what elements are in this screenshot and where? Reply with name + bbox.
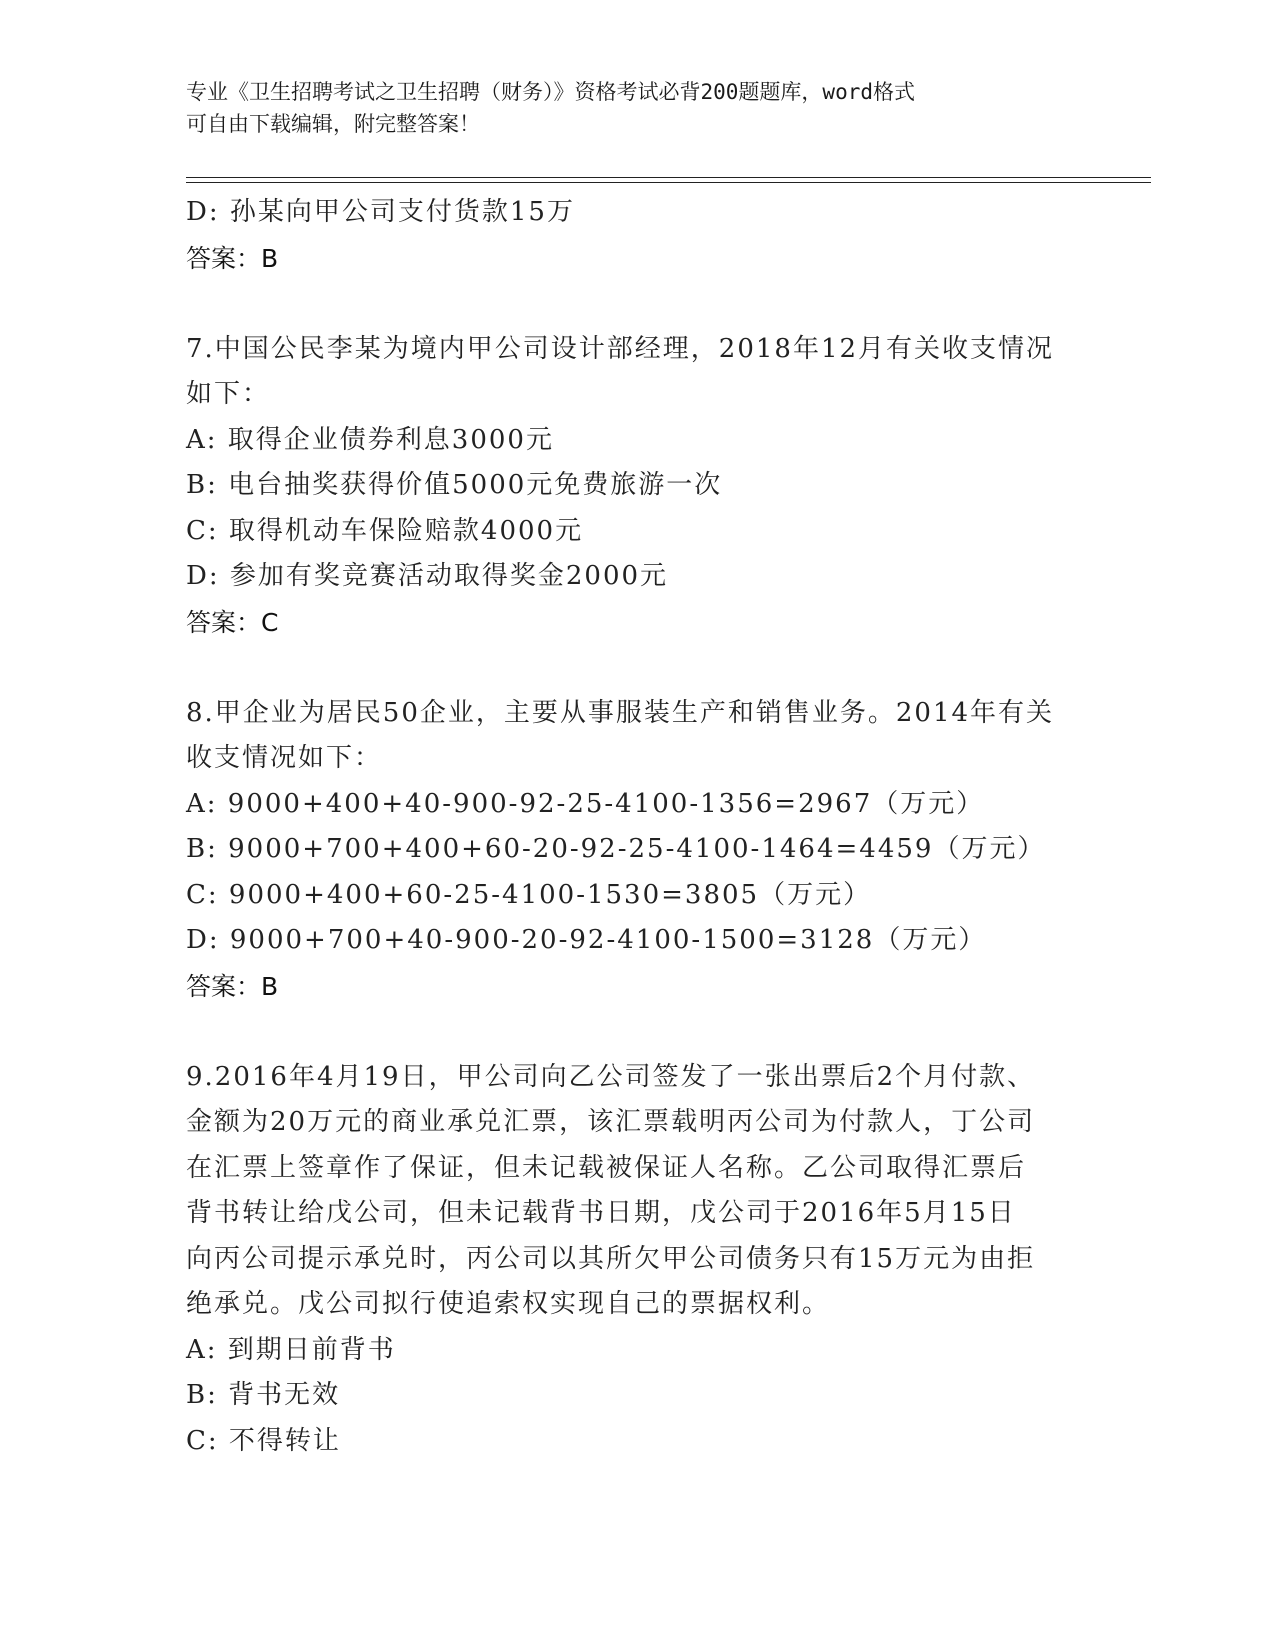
option-c: C: 取得机动车保险赔款4000元: [186, 515, 584, 546]
header-divider-bottom: [186, 182, 1151, 183]
option-b: B: 背书无效: [186, 1380, 341, 1410]
question-block: [186, 1055, 1086, 1465]
question-block: [186, 691, 1086, 1010]
question-stem: 在汇票上签章作了保证，但未记载被保证人名称。乙公司取得汇票后: [186, 1152, 1027, 1183]
answer-line: 答案：B: [186, 243, 279, 273]
spacer: [186, 1009, 1086, 1055]
header-line-1: 专业《卫生招聘考试之卫生招聘（财务）》资格考试必背200题题库，word格式: [186, 80, 915, 104]
question-stem: 向丙公司提示承兑时，丙公司以其所欠甲公司债务只有15万元为由拒: [186, 1243, 1036, 1274]
option-b: B: 9000+700+400+60-20-92-25-4100-1464=4459（万元）: [186, 834, 1046, 864]
option-c: C: 不得转让: [186, 1425, 341, 1456]
spacer: [186, 281, 1086, 327]
question-stem: 如下：: [186, 379, 271, 409]
document-body: [186, 190, 1086, 1464]
option-b: B: 电台抽奖获得价值5000元免费旅游一次: [186, 470, 723, 500]
page-header: [186, 76, 1086, 140]
question-block: [186, 327, 1086, 646]
question-stem: 8.甲企业为居民50企业，主要从事服装生产和销售业务。2014年有关: [186, 697, 1055, 728]
header-divider-top: [186, 177, 1151, 178]
answer-line: 答案：B: [186, 971, 279, 1001]
question-stem: 7.中国公民李某为境内甲公司设计部经理，2018年12月有关收支情况: [186, 333, 1055, 364]
option-a: A: 取得企业债券利息3000元: [186, 424, 554, 455]
option-d: D: 孙某向甲公司支付货款15万: [186, 197, 575, 227]
question-stem: 收支情况如下：: [186, 743, 383, 773]
question-stem: 绝承兑。戊公司拟行使追索权实现自己的票据权利。: [186, 1289, 831, 1319]
question-stem: 金额为20万元的商业承兑汇票，该汇票载明丙公司为付款人，丁公司: [186, 1107, 1036, 1137]
option-a: A: 到期日前背书: [186, 1334, 396, 1365]
option-d: D: 9000+700+40-900-20-92-4100-1500=3128（万元）: [186, 925, 987, 955]
option-d: D: 参加有奖竞赛活动取得奖金2000元: [186, 561, 669, 591]
option-a: A: 9000+400+40-900-92-25-4100-1356=2967（万元）: [186, 788, 985, 819]
header-line-2: 可自由下载编辑，附完整答案！: [186, 112, 480, 136]
spacer: [186, 645, 1086, 691]
question-stem: 9.2016年4月19日，甲公司向乙公司签发了一张出票后2个月付款、: [186, 1061, 1036, 1092]
answer-line: 答案：C: [186, 607, 279, 637]
question-block: [186, 190, 1086, 281]
option-c: C: 9000+400+60-25-4100-1530=3805（万元）: [186, 879, 872, 910]
question-stem: 背书转让给戊公司，但未记载背书日期，戊公司于2016年5月15日: [186, 1198, 1016, 1228]
